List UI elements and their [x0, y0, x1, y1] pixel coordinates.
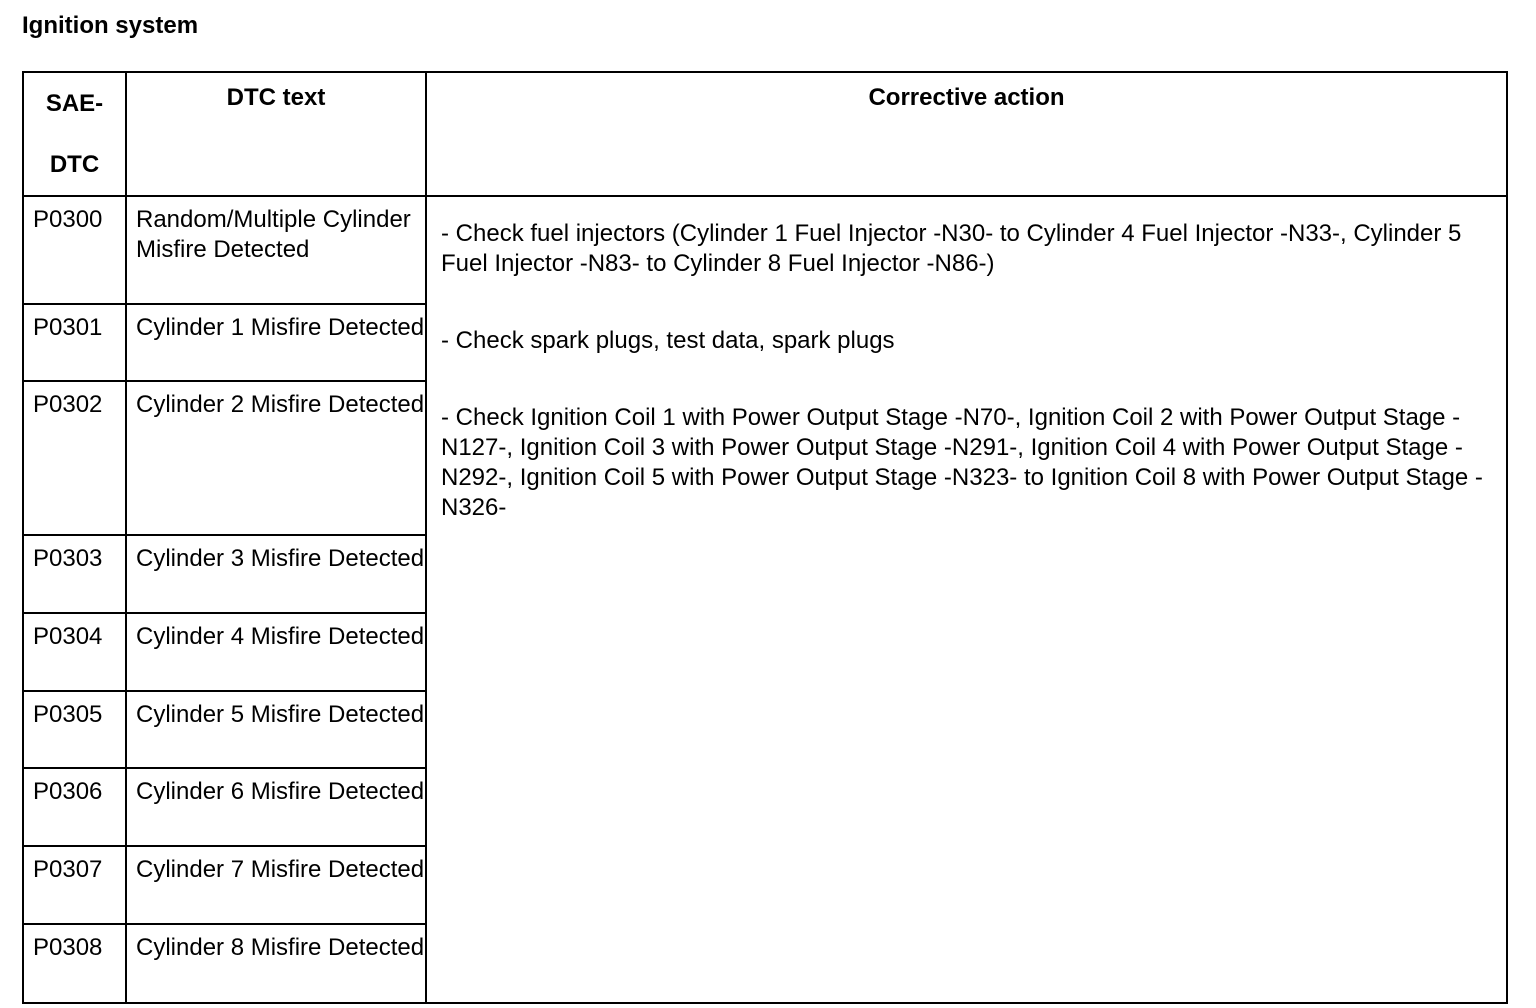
- dtc-code: P0308: [23, 924, 126, 1003]
- section-title: Ignition system: [22, 12, 199, 39]
- dtc-text: Cylinder 3 Misfire Detected: [126, 535, 426, 613]
- header-dtc-text: DTC text: [126, 72, 426, 196]
- dtc-code: P0305: [23, 691, 126, 768]
- table-header-row: [23, 72, 1507, 196]
- dtc-code: P0304: [23, 613, 126, 691]
- dtc-table: [22, 71, 1508, 1004]
- dtc-code: P0307: [23, 846, 126, 924]
- header-sae-dtc: SAE- DTC: [23, 72, 126, 196]
- dtc-code: P0302: [23, 381, 126, 535]
- dtc-code: P0301: [23, 304, 126, 381]
- dtc-text: Cylinder 5 Misfire Detected: [126, 691, 426, 768]
- dtc-text: Cylinder 6 Misfire Detected: [126, 768, 426, 846]
- dtc-text: Cylinder 4 Misfire Detected: [126, 613, 426, 691]
- action-spark-plugs: - Check spark plugs, test data, spark plugs: [441, 327, 895, 354]
- action-fuel-injectors: - Check fuel injectors (Cylinder 1 Fuel Injector -N30- to Cylinder 4 Fuel Injector -N33-, Cylinder 5 Fuel Injector -N83- to Cylinder 8 Fuel Injector -N86-): [441, 220, 1462, 277]
- corrective-action-cell: [426, 196, 1507, 1003]
- header-corrective-action: Corrective action: [426, 72, 1507, 196]
- dtc-text: Random/Multiple Cylinder Misfire Detected: [126, 196, 426, 304]
- dtc-code: P0300: [23, 196, 126, 304]
- dtc-text: Cylinder 7 Misfire Detected: [126, 846, 426, 924]
- dtc-text: Cylinder 2 Misfire Detected: [126, 381, 426, 535]
- action-ignition-coils: - Check Ignition Coil 1 with Power Output Stage -N70-, Ignition Coil 2 with Power Output Stage -N127-, Ignition Coil 3 with Power Output Stage -N291-, Ignition Coil 4 with Power Output Stage -N292-, Ignition Coil 5 with Power Output Stage -N323- to Ignition Coil 8 with Power Output Stage -N326-: [441, 404, 1483, 521]
- dtc-text: Cylinder 8 Misfire Detected: [126, 924, 426, 1003]
- dtc-code: P0303: [23, 535, 126, 613]
- dtc-text: Cylinder 1 Misfire Detected: [126, 304, 426, 381]
- dtc-code: P0306: [23, 768, 126, 846]
- table-row: [23, 196, 1507, 304]
